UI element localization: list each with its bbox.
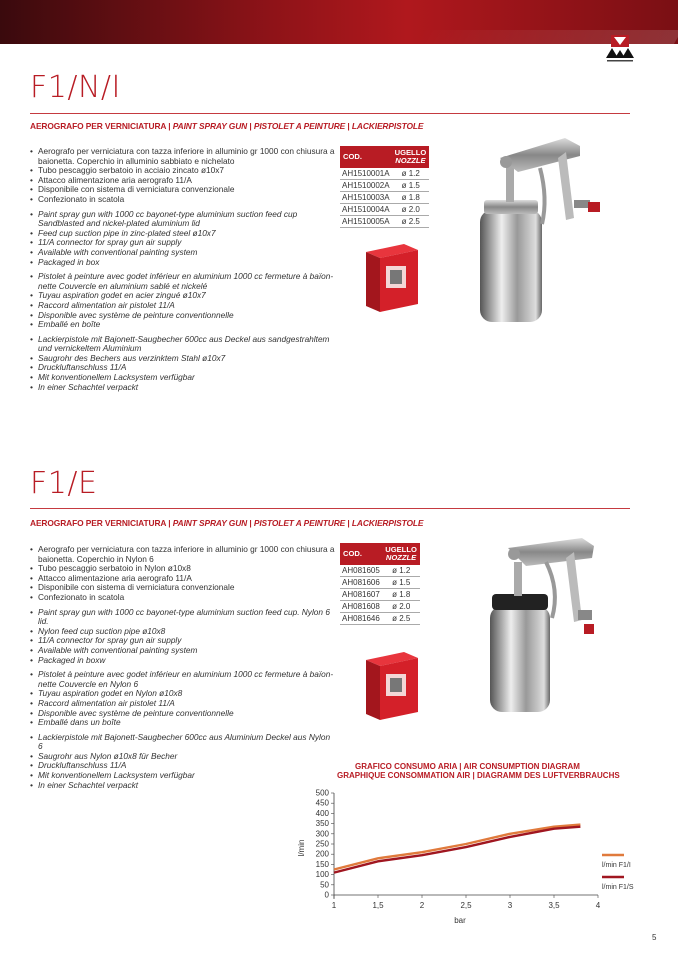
page-number: 5 xyxy=(652,933,657,942)
section-subhead: AEROGRAFO PER VERNICIATURA | PAINT SPRAY GUN | PISTOLET A PEINTURE | LACKIERPISTOLE xyxy=(30,518,424,528)
product-code: AH1510003A xyxy=(342,193,390,202)
section-divider xyxy=(30,508,630,509)
description-item: • Disponibile con sistema di verniciatura convenzionale xyxy=(30,185,335,195)
x-tick-label: 2 xyxy=(419,901,425,910)
y-axis-label: l/min xyxy=(297,839,306,857)
col-nozzle: UGELLO NOZZLE xyxy=(392,146,430,168)
description-item: • In einer Schachtel verpackt xyxy=(30,383,335,393)
product-box-image xyxy=(364,240,420,314)
description-item: • Mit konventionellem Lacksystem verfügbar xyxy=(30,771,335,781)
nozzle-size: ø 1.8 xyxy=(382,589,420,601)
description-item: • In einer Schachtel verpackt xyxy=(30,781,335,791)
table-row xyxy=(340,577,420,589)
description-item: • Tuyau aspiration godet en acier zingué ø10x7 xyxy=(30,291,335,301)
description-item: • Aerografo per verniciatura con tazza inferiore in alluminio gr 1000 con chiusura a baionetta. Coperchio in alluminio sabbiato e nichelato xyxy=(30,147,335,166)
description-item: • Tubo pescaggio serbatoio in acciaio zincato ø10x7 xyxy=(30,166,335,176)
description-item: • Available with conventional painting system xyxy=(30,646,335,656)
nozzle-size: ø 2.5 xyxy=(392,216,430,228)
legend-label: l/min F1/I xyxy=(602,862,631,869)
description-f1e xyxy=(30,545,335,795)
product-code: AH1510002A xyxy=(342,181,390,190)
product-code: AH081606 xyxy=(340,577,382,589)
product-code: AH081605 xyxy=(340,565,382,577)
desc-fr xyxy=(30,272,335,330)
product-code: AH081646 xyxy=(340,613,382,625)
description-item: • Attacco alimentazione aria aerografo 11/A xyxy=(30,176,335,186)
description-item: • Raccord alimentation air pistolet 11/A xyxy=(30,301,335,311)
table-row xyxy=(340,192,429,204)
spray-gun-image xyxy=(482,522,632,722)
description-item: • Available with conventional painting system xyxy=(30,248,335,258)
nozzle-size: ø 2.0 xyxy=(392,204,430,216)
section-subhead: AEROGRAFO PER VERNICIATURA | PAINT SPRAY GUN | PISTOLET A PEINTURE | LACKIERPISTOLE xyxy=(30,121,424,131)
description-item: • Saugrohr des Bechers aus verzinktem Stahl ø10x7 xyxy=(30,354,335,364)
nozzle-size: ø 2.5 xyxy=(382,613,420,625)
description-item: • Lackierpistole mit Bajonett-Saugbecher 600cc aus Aluminium Deckel aus Nylon 6 xyxy=(30,733,335,752)
brand-logo xyxy=(604,34,636,64)
description-item: • Emballé dans un boîte xyxy=(30,718,335,728)
y-tick-label: 250 xyxy=(315,839,329,849)
x-tick-label: 4 xyxy=(595,901,601,910)
description-item: • Mit konventionellem Lacksystem verfügbar xyxy=(30,373,335,383)
air-consumption-chart xyxy=(280,785,640,935)
description-item: • Pistolet à peinture avec godet inférieur en aluminium 1000 cc fermeture à baïon-nette Couvercle en aluminium sablé et nickelé xyxy=(30,272,335,291)
description-item: • Disponible avec système de peinture conventionnelle xyxy=(30,709,335,719)
desc-en xyxy=(30,210,335,268)
table-row xyxy=(340,589,420,601)
y-tick-label: 0 xyxy=(324,890,329,900)
product-code: AH1510004A xyxy=(342,205,390,214)
description-item: • Lackierpistole mit Bajonett-Saugbecher 600cc aus Deckel aus sandgestrahltem und vernickeltem Aluminium xyxy=(30,335,335,354)
y-tick-label: 100 xyxy=(315,870,329,880)
header-banner xyxy=(0,0,678,44)
table-row xyxy=(340,613,420,625)
description-item: • 11/A connector for spray gun air supply xyxy=(30,636,335,646)
product-box-image xyxy=(364,648,420,722)
table-row xyxy=(340,204,429,216)
description-item: • Raccord alimentation air pistolet 11/A xyxy=(30,699,335,709)
product-code: AH1510005A xyxy=(342,217,390,226)
y-tick-label: 300 xyxy=(315,829,329,839)
y-tick-label: 350 xyxy=(315,819,329,829)
nozzle-size: ø 1.5 xyxy=(392,180,430,192)
description-item: • Disponible avec système de peinture conventionnelle xyxy=(30,311,335,321)
section-title-f1e: F1/E xyxy=(30,466,98,501)
description-item: • Packaged in boxw xyxy=(30,656,335,666)
desc-fr xyxy=(30,670,335,728)
col-nozzle: UGELLO NOZZLE xyxy=(382,543,420,565)
description-item: • Aerografo per verniciatura con tazza inferiore in alluminio gr 1000 con chiusura a baionetta. Coperchio in Nylon 6 xyxy=(30,545,335,564)
section-divider xyxy=(30,113,630,114)
col-code: COD. xyxy=(340,146,392,168)
description-item: • Disponibile con sistema di verniciatura convenzionale xyxy=(30,583,335,593)
description-item: • Paint spray gun with 1000 cc bayonet-type aluminium suction feed cup Sandblasted and nickel-plated aluminium lid xyxy=(30,210,335,229)
x-tick-label: 3 xyxy=(507,901,513,910)
chart-title: GRAFICO CONSUMO ARIA | AIR CONSUMPTION DIAGRAM GRAPHIQUE CONSOMMATION AIR | DIAGRAMM DES LUFTVERBRAUCHS xyxy=(337,762,620,780)
table-row xyxy=(340,216,429,228)
y-tick-label: 450 xyxy=(315,798,329,808)
table-row xyxy=(340,168,429,180)
desc-it xyxy=(30,147,335,205)
description-item: • Tuyau aspiration godet en Nylon ø10x8 xyxy=(30,689,335,699)
product-code: AH1510001A xyxy=(342,169,390,178)
description-item: • Pistolet à peinture avec godet inférieur en aluminium 1000 cc fermeture à baïon-nette Couvercle en Nylon 6 xyxy=(30,670,335,689)
description-item: • Attacco alimentazione aria aerografo 11/A xyxy=(30,574,335,584)
description-item: • Druckluftanschluss 11/A xyxy=(30,761,335,771)
y-tick-label: 400 xyxy=(315,808,329,818)
description-item: • Confezionato in scatola xyxy=(30,195,335,205)
legend-label: l/min F1/S xyxy=(602,884,634,891)
description-item: • Packaged in box xyxy=(30,258,335,268)
desc-it xyxy=(30,545,335,603)
product-code: AH081607 xyxy=(340,589,382,601)
section-title-f1ni: F1/N/I xyxy=(30,70,121,105)
nozzle-size: ø 1.2 xyxy=(392,168,430,180)
desc-de xyxy=(30,335,335,393)
description-item: • Saugrohr aus Nylon ø10x8 für Becher xyxy=(30,752,335,762)
description-item: • Paint spray gun with 1000 cc bayonet-type aluminium suction feed cup. Nylon 6 lid. xyxy=(30,608,335,627)
table-row xyxy=(340,565,420,577)
col-code: COD. xyxy=(340,543,382,565)
description-item: • Feed cup suction pipe in zinc-plated steel ø10x7 xyxy=(30,229,335,239)
product-code: AH081608 xyxy=(340,601,382,613)
description-f1ni xyxy=(30,147,335,397)
x-tick-label: 2,5 xyxy=(460,901,472,910)
y-tick-label: 500 xyxy=(315,788,329,798)
nozzle-size: ø 1.5 xyxy=(382,577,420,589)
nozzle-size: ø 2.0 xyxy=(382,601,420,613)
code-table-f1ni xyxy=(340,146,429,228)
desc-de xyxy=(30,733,335,791)
x-tick-label: 1,5 xyxy=(372,901,384,910)
description-item: • Confezionato in scatola xyxy=(30,593,335,603)
y-tick-label: 200 xyxy=(315,849,329,859)
description-item: • Druckluftanschluss 11/A xyxy=(30,363,335,373)
description-item: • Nylon feed cup suction pipe ø10x8 xyxy=(30,627,335,637)
series-line xyxy=(334,827,580,873)
description-item: • Emballé en boîte xyxy=(30,320,335,330)
x-tick-label: 1 xyxy=(331,901,337,910)
y-tick-label: 150 xyxy=(315,859,329,869)
desc-en xyxy=(30,608,335,666)
x-tick-label: 3,5 xyxy=(548,901,560,910)
table-row xyxy=(340,601,420,613)
nozzle-size: ø 1.8 xyxy=(392,192,430,204)
y-tick-label: 50 xyxy=(320,880,329,890)
nozzle-size: ø 1.2 xyxy=(382,565,420,577)
code-table-f1e xyxy=(340,543,420,625)
spray-gun-image xyxy=(470,128,620,328)
description-item: • 11/A connector for spray gun air supply xyxy=(30,238,335,248)
x-axis-label: bar xyxy=(454,916,466,925)
description-item: • Tubo pescaggio serbatoio in Nylon ø10x8 xyxy=(30,564,335,574)
table-row xyxy=(340,180,429,192)
